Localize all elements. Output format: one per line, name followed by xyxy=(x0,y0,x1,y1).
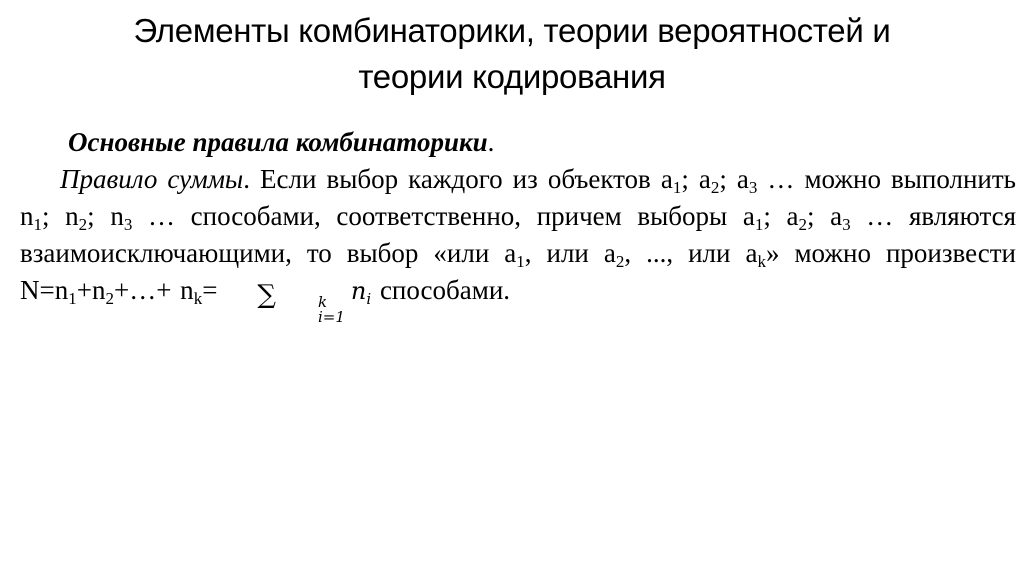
text-segment: ; a xyxy=(681,164,711,194)
text-segment: ; a xyxy=(806,201,843,231)
subscript: 3 xyxy=(842,215,851,234)
text-segment: +n xyxy=(76,275,106,305)
summation-upper-limit: k xyxy=(317,293,328,311)
text-segment: способами. xyxy=(371,275,511,305)
subscript: k xyxy=(193,289,203,308)
text-segment: +…+ n xyxy=(113,275,194,305)
subscript: 2 xyxy=(105,289,114,308)
section-heading xyxy=(68,124,1016,161)
subscript: 2 xyxy=(78,215,88,234)
rule-name: Правило суммы xyxy=(60,164,244,194)
summation-term-index: i xyxy=(366,290,372,308)
summation-term-base: n xyxy=(350,277,367,305)
subscript: 1 xyxy=(516,252,525,271)
text-segment: … способами, соответственно, причем выборы a xyxy=(132,201,755,231)
subscript: k xyxy=(757,252,766,271)
slide-body xyxy=(20,124,1016,325)
text-segment: ; a xyxy=(719,164,749,194)
text-segment: ; n xyxy=(42,201,79,231)
text-segment: » можно произвести N=n xyxy=(20,238,1016,305)
summation-limits xyxy=(278,295,345,325)
text-segment: , ..., или a xyxy=(624,238,758,268)
subscript: 3 xyxy=(123,215,133,234)
section-heading-dot: . xyxy=(487,127,495,157)
text-segment: , или a xyxy=(524,238,616,268)
text-segment: . Если выбор каждого из объектов a xyxy=(243,164,673,194)
subscript: 2 xyxy=(615,252,625,271)
section-heading-text: Основные правила комбинаторики xyxy=(68,127,488,157)
subscript: 2 xyxy=(798,215,807,234)
text-segment: = xyxy=(202,275,218,305)
text-segment: … являются взаимоисключающими, то выбор «или a xyxy=(20,201,1016,268)
text-segment: … можно выполнить n xyxy=(20,164,1016,231)
title-line-2: теории кодирования xyxy=(358,58,666,95)
subscript: 3 xyxy=(748,178,758,197)
subscript: 1 xyxy=(68,289,77,308)
text-segment: ; n xyxy=(87,201,124,231)
subscript: 1 xyxy=(33,215,42,234)
summation-lower-limit: i=1 xyxy=(317,308,345,326)
summation-symbol: ∑ xyxy=(257,280,276,310)
text-segment: ; a xyxy=(763,201,799,231)
title-line-1: Элементы комбинаторики, теории вероятностей и xyxy=(133,12,891,49)
subscript: 1 xyxy=(672,178,682,197)
slide-title xyxy=(40,8,984,100)
subscript: 2 xyxy=(710,178,720,197)
sum-rule-paragraph xyxy=(20,161,1016,325)
summation-term xyxy=(350,277,372,308)
subscript: 1 xyxy=(754,215,764,234)
